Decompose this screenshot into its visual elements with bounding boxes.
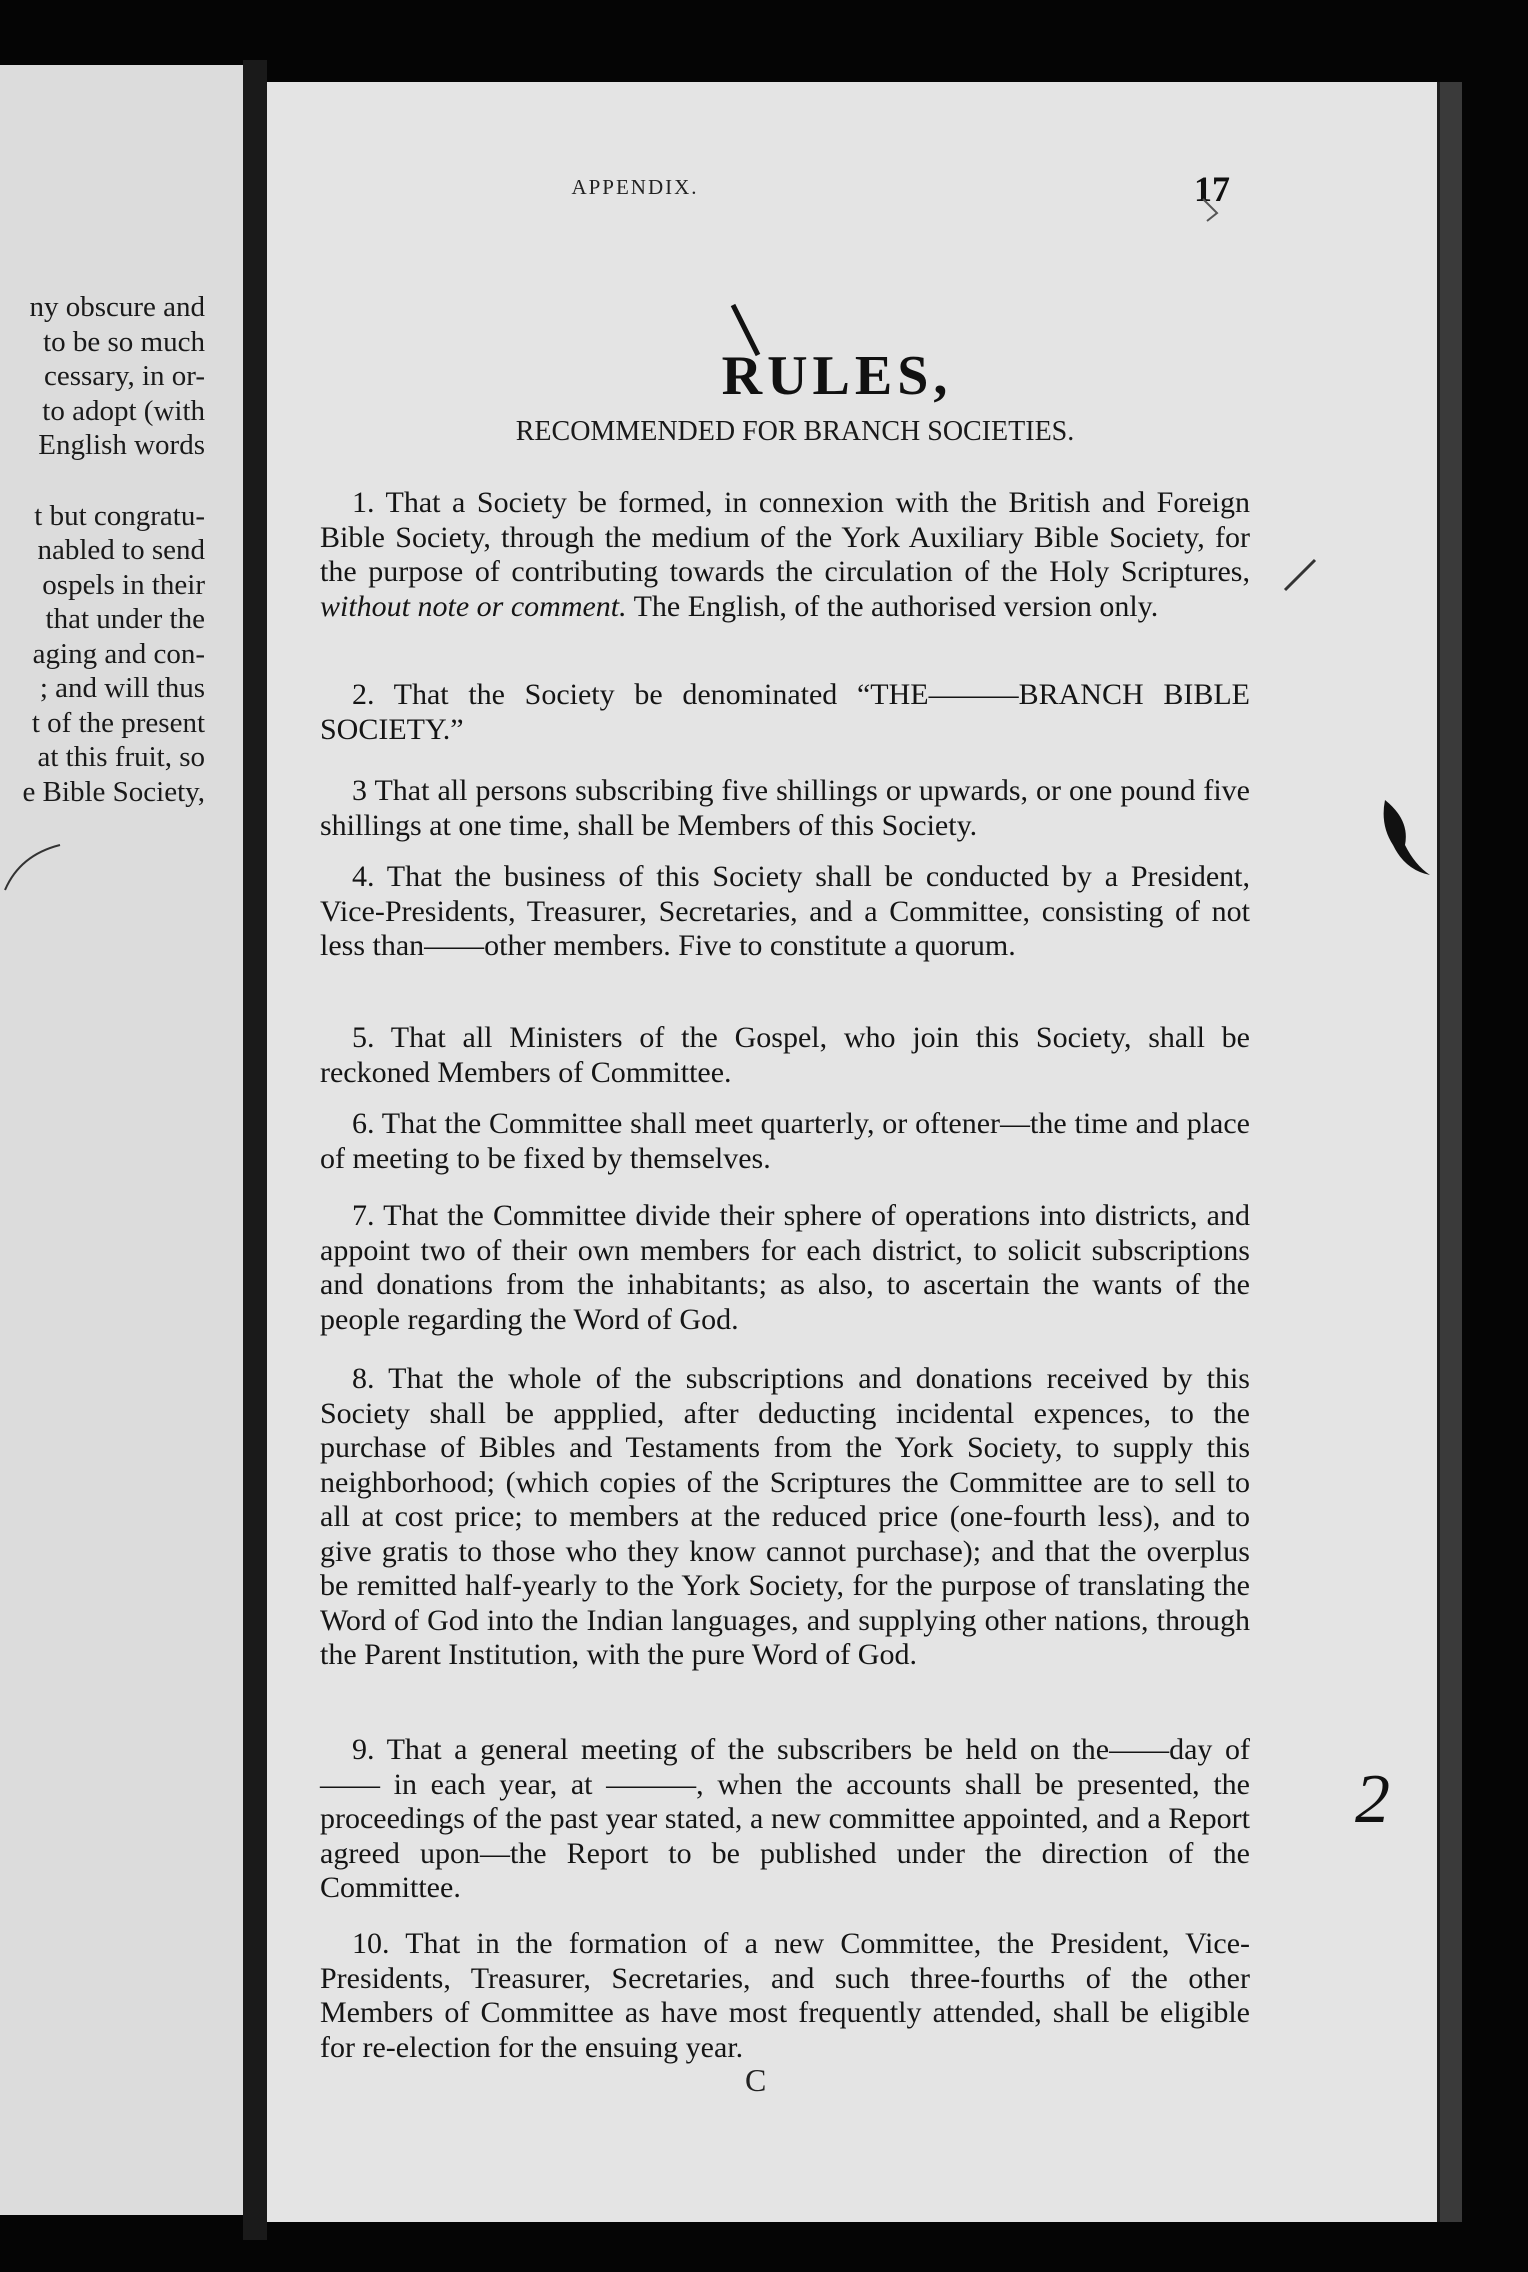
left-line: t but congratu- [34,499,205,532]
margin-numeral-mark: 2 [1355,1761,1390,1838]
left-line: at this fruit, so [37,741,205,773]
left-facing-page [0,65,243,2215]
left-line: e Bible Society, [22,775,205,808]
left-line-gap [0,463,205,499]
pencil-tick-mark [1280,555,1320,595]
rule-7: 7. That the Committee divide their sphere of operations into districts, and appoint two of their own members for each district, to solicit subscriptions and donations from the inhabitants; as also, to ascertain the wants of the people regarding the Word of God. [320,1199,1250,1336]
left-line: ospels in their [42,568,205,601]
running-head: APPENDIX. [571,175,699,199]
rule-8: 8. That the whole of the subscriptions and donations received by this Society shall be appplied, after deducting incidental expences, to the purchase of Bibles and Testaments from the York Society, to supply this neighborhood; (which copies of the Scriptures the Committee are to sell to all at cost price; to members at the reduced price (one-fourth less), and to give gratis to those who they know cannot purchase); and that the overplus be remitted half-yearly to the York Society, for the purpose of translating the Word of God into the Indian languages, and supplying other nations, through the Parent Institution, with the pure Word of God. [320,1362,1250,1671]
left-line: ; and will thus [39,672,205,704]
ink-blot-mark [1375,790,1435,880]
pen-stroke-mark [0,835,70,895]
rule-1-text-end: The English, of the authorised version only. [626,589,1159,623]
rule-10: 10. That in the formation of a new Committee, the President, Vice-Presidents, Treasurer, Secretaries, and such three-fourths of the other Members of Committee as have most frequently attended, shall be eligible for re-election for the ensuing year. [320,1927,1250,2064]
left-line: English words [38,429,205,461]
page-edge [1437,82,1462,2222]
left-line: nabled to send [37,534,205,566]
page-subtitle: RECOMMENDED FOR BRANCH SOCIETIES. [515,416,1075,447]
rule-1 [320,486,1250,624]
rule-1-emphasis: without note or comment. [320,589,627,623]
pen-scratch-mark [728,300,768,360]
left-line: to be so much [43,325,205,358]
book-spine [243,60,267,2240]
left-line: aging and con- [32,637,205,670]
rule-5: 5. That all Ministers of the Gospel, who join this Society, shall be reckoned Members of Committee. [320,1021,1250,1089]
page-number: 17 [1194,169,1230,209]
rule-3: 3 That all persons subscribing five shillings or upwards, or one pound five shillings at one time, shall be Members of this Society. [320,774,1250,842]
rule-6: 6. That the Committee shall meet quarterly, or oftener—the time and place of meeting to be fixed by themselves. [320,1107,1250,1175]
page-title: RULES, [721,345,953,407]
signature-mark: C [745,2062,767,2098]
left-line: t of the present [31,706,205,739]
rule-4: 4. That the business of this Society shall be conducted by a President, Vice-Presidents, Treasurer, Secretaries, and a Committee, consisting of not less than——other members. Five to constitute a quorum. [320,860,1250,962]
rule-1-text: 1. That a Society be formed, in connexion with the British and Foreign Bible Society, through the medium of the York Auxiliary Bible Society, for the purpose of contributing towards the circulation of the Holy Scriptures, [320,486,1250,588]
left-page-text [0,290,205,809]
pencil-arrow-mark [1195,195,1225,225]
left-line: that under the [45,603,205,635]
left-line: to adopt (with [42,394,205,427]
left-line: cessary, in or- [43,360,205,392]
rule-2: 2. That the Society be denominated “THE———BRANCH BIBLE SOCIETY.” [320,678,1250,746]
left-line: ny obscure and [29,291,205,323]
rule-9: 9. That a general meeting of the subscribers be held on the——day of —— in each year, at ———, when the accounts shall be presented, the proceedings of the past year stated, a new committee appointed, and a Report agreed upon—the Report to be published under the direction of the Committee. [320,1733,1250,1904]
